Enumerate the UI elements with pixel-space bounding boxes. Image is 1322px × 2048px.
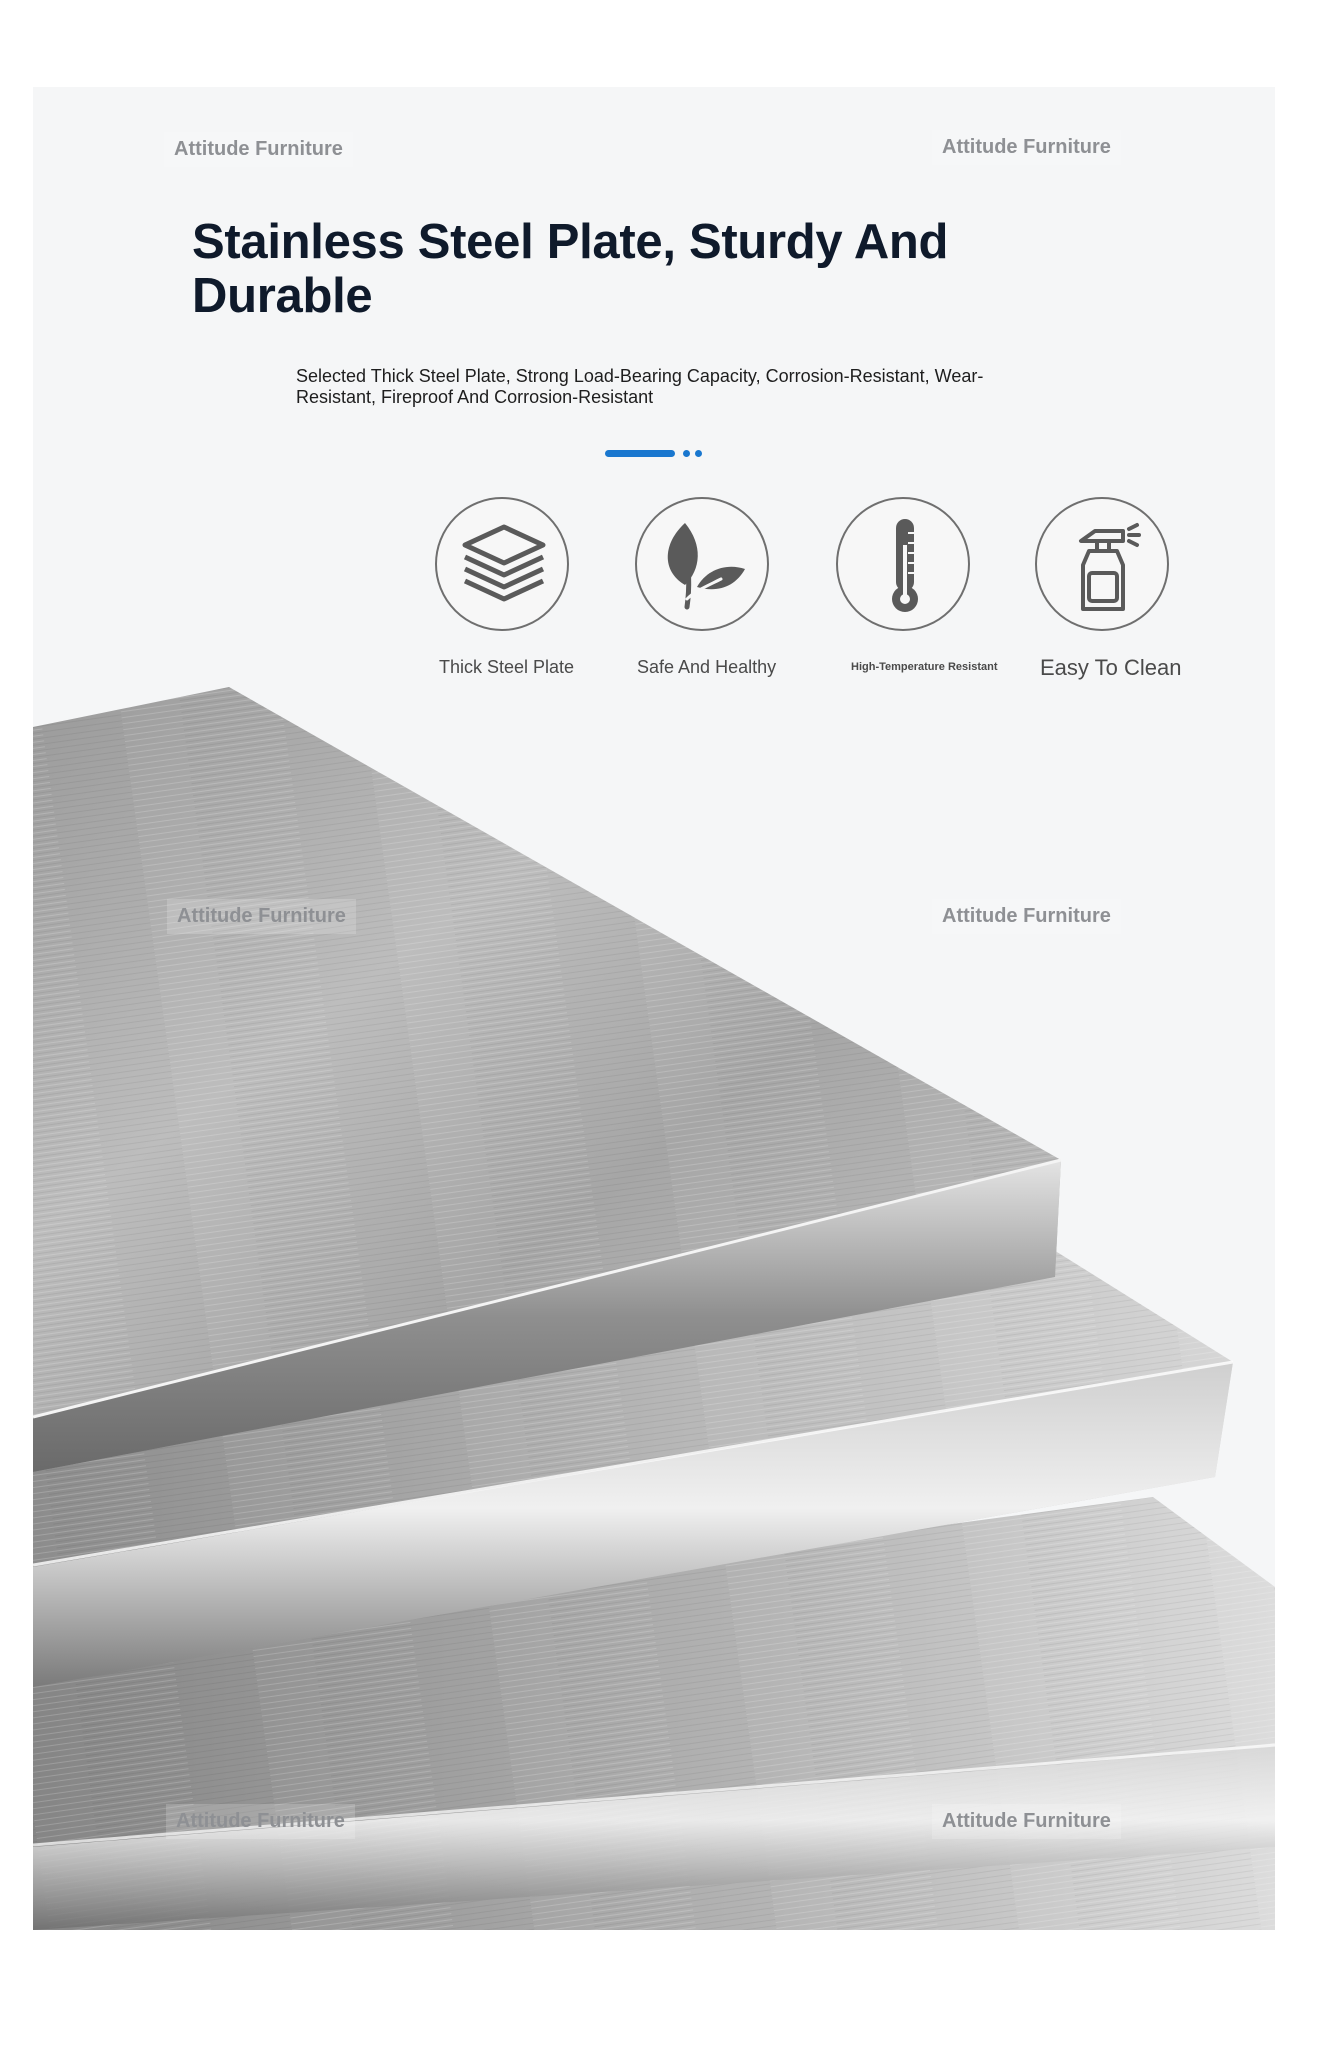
page-title: Stainless Steel Plate, Sturdy And Durable — [192, 215, 949, 323]
watermark-middle-left: Attitude Furniture — [167, 899, 356, 934]
stacked-layers-icon — [437, 499, 571, 633]
page-subtitle: Selected Thick Steel Plate, Strong Load-Bearing Capacity, Corrosion-Resistant, Wear-Resistant, Fireproof And Corrosion-Resistant — [296, 366, 984, 407]
feature-badge — [1035, 497, 1169, 631]
leaf-icon — [637, 499, 771, 633]
indicator-dot — [683, 450, 690, 457]
feature-label: Thick Steel Plate — [439, 657, 575, 677]
watermark-middle-right: Attitude Furniture — [932, 899, 1121, 934]
watermark-bottom-left: Attitude Furniture — [166, 1804, 355, 1839]
product-panel — [33, 87, 1275, 1930]
watermark-bottom-right: Attitude Furniture — [932, 1804, 1121, 1839]
indicator-active — [605, 450, 675, 457]
feature-label: Safe And Healthy — [637, 657, 777, 677]
feature-badge — [836, 497, 970, 631]
feature-badge — [635, 497, 769, 631]
thermometer-icon — [838, 499, 972, 633]
feature-label: High-Temperature Resistant — [851, 661, 998, 673]
spray-bottle-icon — [1037, 499, 1171, 633]
steel-plates-photo — [33, 87, 1275, 1930]
watermark-top-left: Attitude Furniture — [164, 132, 353, 167]
indicator-dot — [695, 450, 702, 457]
feature-badge — [435, 497, 569, 631]
feature-label: Easy To Clean — [1040, 655, 1182, 680]
watermark-top-right: Attitude Furniture — [932, 130, 1121, 165]
